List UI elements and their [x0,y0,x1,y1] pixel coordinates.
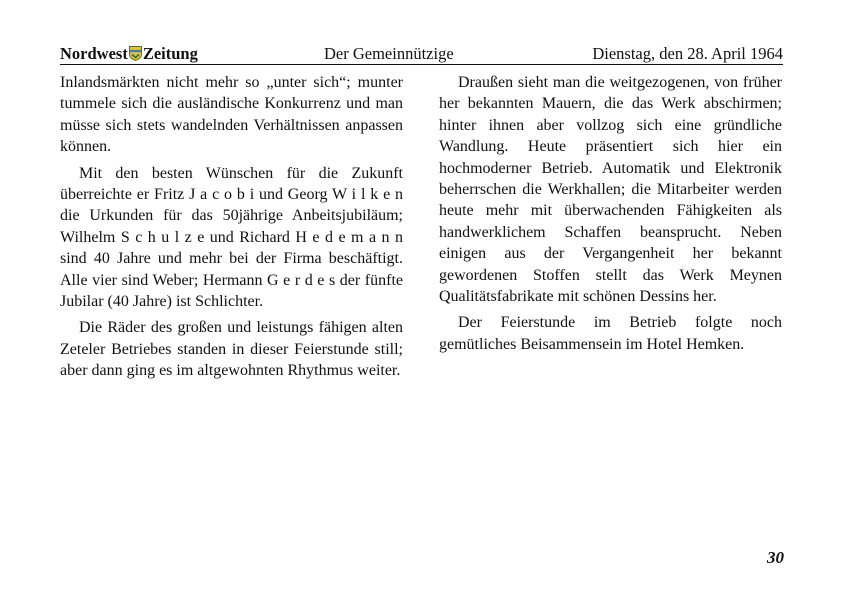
left-paragraph-3: Die Räder des großen und leistungs fähigen alten Zeteler Betriebes standen in dieser Feierstunde still; aber dann ging es im altgewohnten Rhythmus weiter. [60,319,403,380]
right-paragraph-2: Der Feierstunde im Betrieb folgte noch gemütliches Beisammensein im Hotel Hemken. [439,314,782,353]
page-header [60,40,783,65]
masthead-nordwest: Nordwest [60,44,128,63]
right-column [439,72,782,360]
left-paragraph-1: Inlandsmärkten nicht mehr so „unter sich“; munter tummele sich die ausländische Konkurrenz und man müsse sich stets wandelnden Verhältnissen anpassen können. [60,74,403,156]
header-subtitle: Der Gemeinnützige [324,44,454,63]
left-column [60,72,403,387]
left-paragraph-2: Mit den besten Wünschen für die Zukunft überreichte er Fritz J a c o b i und Georg W i l k e n die Urkunden für das 50jährige Anbeitsjubiläum; Wilhelm S c h u l z e und Richard H e d e m a n n sind 40 Jahre und mehr bei der Firma beschäftigt. Alle vier sind Weber; Hermann G e r d e s der fünfte Jubilar (40 Jahre) ist Schlichter. [60,164,403,311]
right-paragraph-1: Draußen sieht man die weitgezogenen, von früher her bekannten Mauern, die das Werk abschirmen; hinter ihnen aber vollzog sich eine gründliche Wandlung. Heute präsentiert sich hier ein hochmoderner Betrieb. Automatik und Elektronik beherrschen die Werkhallen; die Mitarbeiter werden heute mehr mit überwachenden Fähigkeiten als handwerklichem Schaffen beansprucht. Neben einigen aus der Vergangenheit her bekannt gewordenen Stoffen stellt das Werk Meynen Qualitätsfabrikate mit schönen Dessins her. [439,74,782,306]
page-number: 30 [767,548,784,567]
coat-of-arms-icon [129,46,142,66]
header-date: Dienstag, den 28. April 1964 [592,44,783,63]
masthead-zeitung: Zeitung [142,44,198,63]
newspaper-masthead [60,44,198,66]
